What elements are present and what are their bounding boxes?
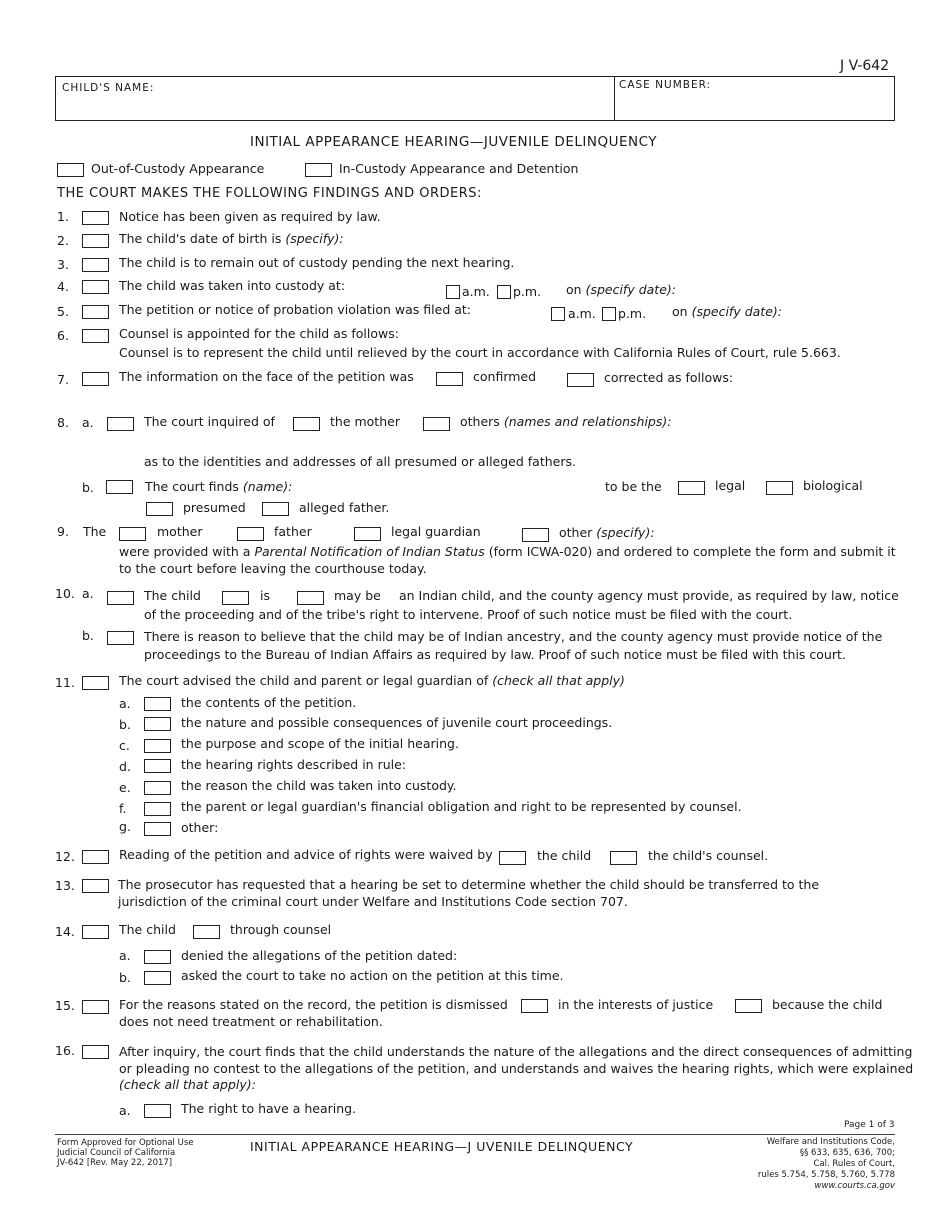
item9-other-label: other (specify): [559,525,655,540]
item8-a-letter: a. [82,415,94,430]
item9-line2: were provided with a Parental Notification of Indian Status (form ICWA-020) and ordered to complete the form and submit it [119,544,896,559]
item5-checkbox[interactable] [82,305,109,319]
item15-checkbox[interactable] [82,1000,109,1014]
item11-sub-letter: b. [119,717,131,732]
item16-checkbox[interactable] [82,1045,109,1059]
item7-corrected-label: corrected as follows: [604,370,734,385]
item4-pm-checkbox[interactable] [497,285,511,299]
item10a-may-be-label: may be [334,588,381,603]
footer-right-1: Welfare and Institutions Code, [766,1137,895,1147]
item2-checkbox[interactable] [82,234,109,248]
item4-am-checkbox[interactable] [446,285,460,299]
item8a-text: The court inquired of [144,414,275,429]
footer-right-3: Cal. Rules of Court, [813,1159,895,1169]
item9-the: The [83,524,107,539]
item7-confirmed-label: confirmed [473,369,537,384]
item-number: 9. [57,524,69,539]
footer-left-3: JV-642 [Rev. May 22, 2017] [57,1158,173,1168]
item11-sub-letter: a. [119,696,131,711]
item9-guardian-label: legal guardian [391,524,481,539]
item14a-checkbox[interactable] [144,950,171,964]
item8b-legal-checkbox[interactable] [678,481,705,495]
item11g-text: other: [181,820,219,835]
footer-left-1: Form Approved for Optional Use [57,1138,194,1148]
item10-a-letter: a. [82,586,94,601]
item8a-mother-checkbox[interactable] [293,417,320,431]
item10a-is-checkbox[interactable] [222,591,249,605]
item7-corrected-checkbox[interactable] [567,373,594,387]
item-number: 3. [57,257,69,272]
item8b-presumed-checkbox[interactable] [146,502,173,516]
item8b-checkbox[interactable] [106,480,133,494]
item15-justice-checkbox[interactable] [521,999,548,1013]
item8a-checkbox[interactable] [107,417,134,431]
item16-text2: or pleading no contest to the allegations of the petition, and understands and waives the hearing rights, which were explained [119,1061,914,1076]
header-divider [614,76,615,121]
item8-b-letter: b. [82,480,94,495]
item8a-others-label: others (names and relationships): [460,414,672,429]
item11d-text: the hearing rights described in rule: [181,757,407,772]
footer-rule [55,1134,895,1135]
item10a-text2: of the proceeding and of the tribe's right to intervene. Proof of such notice must be filed with the court. [144,607,793,622]
form-id: J V-642 [840,58,890,74]
item11c-checkbox[interactable] [144,739,171,753]
item16a-text: The right to have a hearing. [181,1101,357,1116]
item15-because-checkbox[interactable] [735,999,762,1013]
item1-text: Notice has been given as required by law. [119,209,381,224]
item10a-checkbox[interactable] [107,591,134,605]
item12-child-checkbox[interactable] [499,851,526,865]
item4-am-label: a.m. [462,284,490,299]
item11c-text: the purpose and scope of the initial hearing. [181,736,459,751]
item14b-text: asked the court to take no action on the petition at this time. [181,968,564,983]
item3-text: The child is to remain out of custody pending the next hearing. [119,255,515,270]
item11-checkbox[interactable] [82,676,109,690]
item4-text: The child was taken into custody at: [119,278,346,293]
item11-text: The court advised the child and parent or legal guardian of (check all that apply) [119,673,625,688]
item8a-others-checkbox[interactable] [423,417,450,431]
item6-text: Counsel is appointed for the child as follows: [119,326,399,341]
item9-guardian-checkbox[interactable] [354,527,381,541]
item15-text2: does not need treatment or rehabilitation. [119,1014,383,1029]
item-number: 8. [57,415,69,430]
item12-text: Reading of the petition and advice of rights were waived by [119,847,493,862]
item8a-identities: as to the identities and addresses of all presumed or alleged fathers. [144,454,576,469]
item11f-checkbox[interactable] [144,802,171,816]
item-number: 11. [55,675,75,690]
item10a-the-child: The child [144,588,201,603]
item6-text2: Counsel is to represent the child until relieved by the court in accordance with California Rules of Court, rule 5.663. [119,345,841,360]
item1-checkbox[interactable] [82,211,109,225]
item14-a-letter: a. [119,948,131,963]
item10a-is-label: is [260,588,270,603]
item11e-text: the reason the child was taken into custody. [181,778,457,793]
item7-checkbox[interactable] [82,372,109,386]
item5-pm-checkbox[interactable] [602,307,616,321]
header-box [55,76,895,121]
item9-line3: to the court before leaving the courthouse today. [119,561,427,576]
item14-child: The child [119,922,176,937]
item10a-may-be-checkbox[interactable] [297,591,324,605]
item-number: 16. [55,1043,75,1058]
item14-checkbox[interactable] [82,925,109,939]
child-name-label: CHILD'S NAME: [62,82,155,94]
item8b-biological-checkbox[interactable] [766,481,793,495]
footer-website-link[interactable]: www.courts.ca.gov [814,1181,895,1191]
item5-am-label: a.m. [568,306,596,321]
item10b-text2: proceedings to the Bureau of Indian Affairs as required by law. Proof of such notice must be filed with this court. [144,647,846,662]
item-number: 13. [55,878,75,893]
item15-text: For the reasons stated on the record, the petition is dismissed [119,997,508,1012]
item4-checkbox[interactable] [82,280,109,294]
item-number: 15. [55,998,75,1013]
out-of-custody-label: Out-of-Custody Appearance [91,161,265,176]
item8b-alleged-label: alleged father. [299,500,390,515]
item16-a-letter: a. [119,1103,131,1118]
item5-text: The petition or notice of probation violation was filed at: [119,302,472,317]
item12-counsel-label: the child's counsel. [648,848,769,863]
item7-confirmed-checkbox[interactable] [436,372,463,386]
item12-child-label: the child [537,848,592,863]
item2-text: The child's date of birth is (specify): [119,231,344,246]
item8a-mother-label: the mother [330,414,400,429]
footer-title: INITIAL APPEARANCE HEARING—J UVENILE DELINQUENCY [250,1139,634,1154]
item3-checkbox[interactable] [82,258,109,272]
item8b-presumed-label: presumed [183,500,246,515]
item5-date-label: on (specify date): [672,304,782,319]
item11a-checkbox[interactable] [144,697,171,711]
item11g-checkbox[interactable] [144,822,171,836]
item13-text2: jurisdiction of the criminal court under Welfare and Institutions Code section 707. [118,894,628,909]
item10b-text1: There is reason to believe that the child may be of Indian ancestry, and the county agency must provide notice of the [144,629,883,644]
item-number: 5. [57,304,69,319]
case-number-label: CASE NUMBER: [619,79,712,91]
item11b-checkbox[interactable] [144,717,171,731]
item10a-text1: an Indian child, and the county agency must provide, as required by law, notice [399,588,899,603]
item9-other-checkbox[interactable] [522,528,549,542]
item5-pm-label: p.m. [618,306,647,321]
item11-sub-letter: d. [119,759,131,774]
item10b-checkbox[interactable] [107,631,134,645]
item13-text1: The prosecutor has requested that a hearing be set to determine whether the child should be transferred to the [118,877,820,892]
item16-text1: After inquiry, the court finds that the child understands the nature of the allegations and the direct consequences of admitting [119,1044,913,1059]
item9-mother-checkbox[interactable] [119,527,146,541]
item-number: 1. [57,209,69,224]
item-number: 4. [57,279,69,294]
item8b-legal-label: legal [715,478,746,493]
item12-counsel-checkbox[interactable] [610,851,637,865]
item-number: 12. [55,849,75,864]
item4-pm-label: p.m. [513,284,542,299]
item5-am-checkbox[interactable] [551,307,565,321]
item14-counsel-checkbox[interactable] [193,925,220,939]
findings-heading: THE COURT MAKES THE FOLLOWING FINDINGS AND ORDERS: [57,186,482,201]
item7-text: The information on the face of the petition was [119,369,414,384]
item16a-checkbox[interactable] [144,1104,171,1118]
item8b-biological-label: biological [803,478,863,493]
item15-justice-label: in the interests of justice [558,997,714,1012]
item8b-text: The court finds (name): [145,479,293,494]
footer-right-4: rules 5.754, 5.758, 5.760, 5.778 [757,1170,895,1180]
item14-b-letter: b. [119,970,131,985]
item6-checkbox[interactable] [82,329,109,343]
item11d-checkbox[interactable] [144,759,171,773]
in-custody-label: In-Custody Appearance and Detention [339,161,579,176]
item-number: 14. [55,924,75,939]
page-number: Page 1 of 3 [844,1120,895,1130]
item11-sub-letter: c. [119,738,130,753]
item-number: 6. [57,328,69,343]
footer-left-2: Judicial Council of California [57,1148,176,1158]
item8b-to-be: to be the [605,479,662,494]
out-of-custody-checkbox[interactable] [57,163,84,177]
item15-because-label: because the child [772,997,883,1012]
item11-sub-letter: f. [119,801,127,816]
item16-text3: (check all that apply): [119,1077,256,1092]
item9-father-label: father [274,524,312,539]
item9-father-checkbox[interactable] [237,527,264,541]
item8b-alleged-checkbox[interactable] [262,502,289,516]
item12-checkbox[interactable] [82,850,109,864]
item-number: 2. [57,233,69,248]
item9-mother-label: mother [157,524,203,539]
item-number: 10. [55,586,75,601]
in-custody-checkbox[interactable] [305,163,332,177]
item11a-text: the contents of the petition. [181,695,357,710]
item4-date-label: on (specify date): [566,282,676,297]
item11e-checkbox[interactable] [144,781,171,795]
item-number: 7. [57,372,69,387]
item11-sub-letter: g. [119,819,131,834]
item11-sub-letter: e. [119,780,131,795]
item11b-text: the nature and possible consequences of juvenile court proceedings. [181,715,613,730]
footer-right-2: §§ 633, 635, 636, 700; [799,1148,895,1158]
item13-checkbox[interactable] [82,879,109,893]
item14-counsel-label: through counsel [230,922,332,937]
form-title: INITIAL APPEARANCE HEARING—JUVENILE DELINQUENCY [250,134,658,150]
item14a-text: denied the allegations of the petition dated: [181,948,458,963]
item10-b-letter: b. [82,628,94,643]
item14b-checkbox[interactable] [144,971,171,985]
item11f-text: the parent or legal guardian's financial obligation and right to be represented by counsel. [181,799,742,814]
